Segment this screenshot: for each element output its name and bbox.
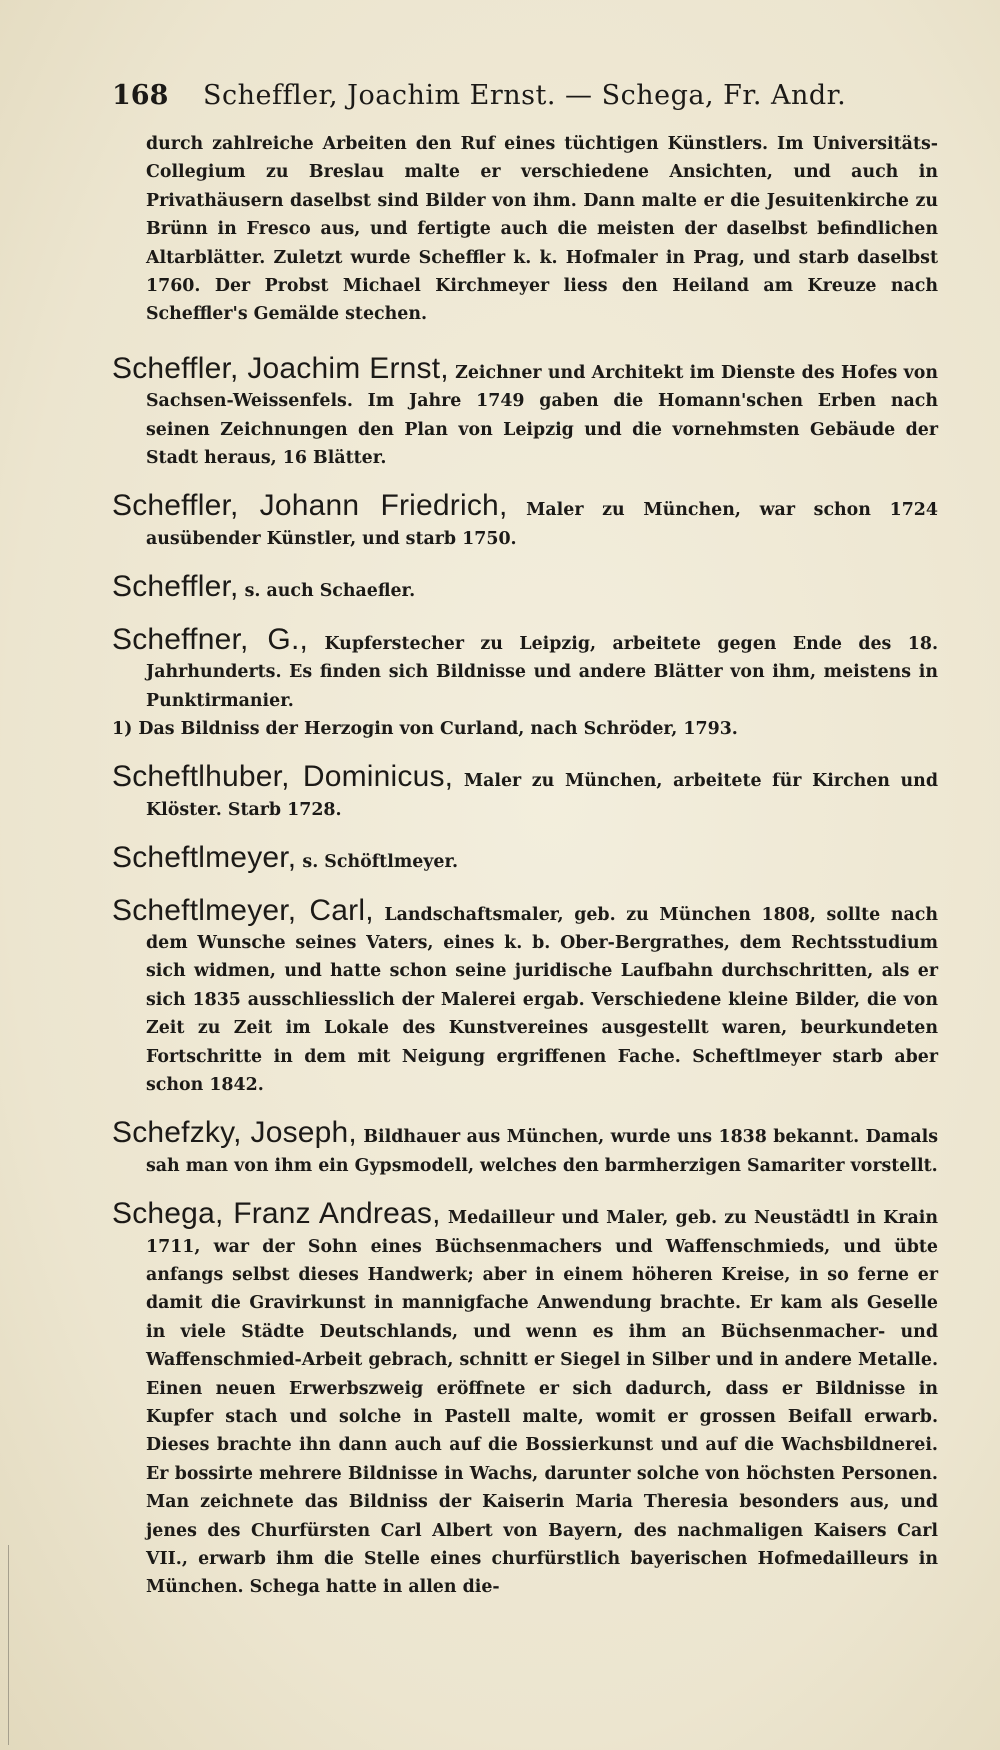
entry-text: Maler zu München, arbeitete für Kirchen und Klöster. Starb 1728. <box>146 771 938 820</box>
entry-text: s. auch Schaefler. <box>244 581 416 602</box>
entry-text: Maler zu München, war schon 1724 ausübender Künstler, und starb 1750. <box>146 500 938 549</box>
entry-headword: Scheftlhuber, Dominicus, <box>112 760 454 794</box>
entry-text: Bildhauer aus München, wurde uns 1838 bekannt. Damals sah man von ihm ein Gypsmodell, welches den barmherzigen Samariter vorstellt. <box>146 1127 938 1176</box>
entry-scheffner <box>112 622 938 744</box>
page-body <box>112 130 938 1602</box>
entry-schefzky <box>112 1116 938 1180</box>
entry-headword: Schefzky, Joseph, <box>112 1116 357 1150</box>
entry-headword: Scheffler, <box>112 570 239 604</box>
entry-headword: Scheffner, G., <box>112 622 309 656</box>
entry-scheftlhuber <box>112 760 938 824</box>
entry-headword: Scheffler, Joachim Ernst, <box>112 351 449 385</box>
entry-scheffler-see <box>112 570 938 605</box>
entry-scheffler-joachim <box>112 351 938 473</box>
entry-schega <box>112 1197 938 1602</box>
entry-text: Kupferstecher zu Leipzig, arbeitete gegen Ende des 18. Jahrhunderts. Es finden sich Bildnisse und andere Blätter von ihm, meistens in Punktirmanier. <box>146 633 938 711</box>
page-edge-shadow <box>8 1545 17 1745</box>
entry-headword: Schega, Franz Andreas, <box>112 1197 441 1231</box>
entry-scheffler-johann <box>112 489 938 553</box>
entry-text: s. Schöftlmeyer. <box>302 852 459 873</box>
entry-headword: Scheffler, Johann Friedrich, <box>112 489 508 523</box>
page-number: 168 <box>112 80 169 111</box>
entry-headword: Scheftlmeyer, Carl, <box>112 893 374 927</box>
entry-headword: Scheftlmeyer, <box>112 841 297 875</box>
running-title: Scheffler, Joachim Ernst. — Schega, Fr. Andr. <box>202 80 847 111</box>
entry-text: Zeichner und Architekt im Dienste des Hofes von Sachsen-Weissenfels. Im Jahre 1749 gaben die Homann'schen Erben nach seinen Zeichnungen den Plan von Leipzig und die vornehmsten Gebäude der Stadt heraus, 16 Blätter. <box>146 362 938 469</box>
entry-scheftlmeyer-carl <box>112 893 938 1100</box>
continuation-paragraph: durch zahlreiche Arbeiten den Ruf eines tüchtigen Künstlers. Im Universitäts-Collegium zu Breslau malte er verschiedene Ansichten, und auch in Privathäusern daselbst sind Bilder von ihm. Dann malte er die Jesuitenkirche zu Brünn in Fresco aus, und fertigte auch die meisten der daselbst befindlichen Altarblätter. Zuletzt wurde Scheffler k. k. Hofmaler in Prag, und starb daselbst 1760. Der Probst Michael Kirchmeyer liess den Heiland am Kreuze nach Scheffler's Gemälde stechen. <box>146 134 938 325</box>
entry-text: Landschaftsmaler, geb. zu München 1808, sollte nach dem Wunsche seines Vaters, eines k. b. Ober-Bergrathes, dem Rechtsstudium sich widmen, und hatte schon seine juridische Laufbahn durchschritten, als er sich 1835 ausschliesslich der Malerei ergab. Verschiedene kleine Bilder, die von Zeit zu Zeit im Lokale des Kunstvereines ausgestellt waren, beurkundeten Fortschritte in dem mit Neigung ergriffenen Fache. Scheftlmeyer starb aber schon 1842. <box>146 904 938 1095</box>
entry-list-item: 1) Das Bildniss der Herzogin von Curland, nach Schröder, 1793. <box>112 718 738 739</box>
entry-text: Medailleur und Maler, geb. zu Neustädtl in Krain 1711, war der Sohn eines Büchsenmachers und Waffenschmieds, und übte anfangs selbst dieses Handwerk; aber in einem höheren Kreise, in so ferne er damit die Gravirkunst in mannigfache Anwendung brachte. Er kam als Geselle in viele Städte Deutschlands, und wenn es ihm an Büchsenmacher- und Waffenschmied-Arbeit gebrach, schnitt er Siegel in Silber und in andere Metalle. Einen neuen Erwerbszweig eröffnete er sich dadurch, dass er Bildnisse in Kupfer stach und solche in Pastell malte, womit er grossen Beifall erwarb. Dieses brachte ihn dann auch auf die Bossierkunst und auf die Wachsbildnerei. Er bossirte mehrere Bildnisse in Wachs, darunter solche von höchsten Personen. Man zeichnete das Bildniss der Kaiserin Maria Theresia besonders aus, und jenes des Churfürsten Carl Albert von Bayern, des nachmaligen Kaisers Carl VII., erwarb ihm die Stelle eines churfürstlich bayerischen Hofmedailleurs in München. Schega hatte in allen die- <box>146 1208 938 1598</box>
page-header <box>112 80 942 111</box>
entry-scheftlmeyer-see <box>112 841 938 876</box>
